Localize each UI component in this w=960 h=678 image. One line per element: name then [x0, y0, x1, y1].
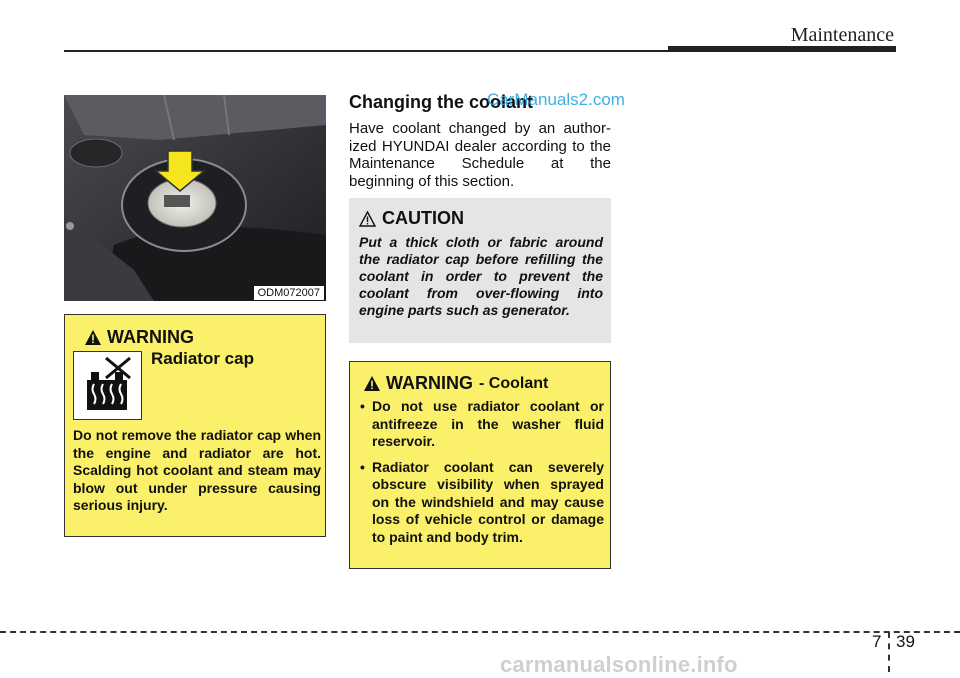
- radiator-hot-icon: [74, 352, 141, 419]
- page-number: 39: [896, 632, 915, 651]
- warning-label: WARNING: [386, 373, 473, 393]
- footer-watermark: carmanualsonline.info: [500, 652, 738, 677]
- list-item: • Do not use radiator coolant or antifreeze in the washer fluid reservoir.: [360, 398, 604, 451]
- warning-coolant-list: [360, 398, 604, 554]
- warning-radiator-subtitle: Radiator cap: [151, 349, 254, 368]
- watermark-top: CarManuals2.com: [487, 90, 625, 109]
- warning-coolant-box: [349, 361, 611, 569]
- header-rule-accent: [668, 46, 896, 52]
- warning-radiator-cap-box: [64, 314, 326, 537]
- header-title: Maintenance: [790, 24, 894, 46]
- section-heading: Changing the coolant: [349, 92, 533, 112]
- page-separator: [888, 632, 890, 672]
- page-chapter: 7: [872, 632, 882, 651]
- caution-text: Put a thick cloth or fabric around the radiator cap before refilling the coolant in order to prevent the coolant from over-flowing into engine parts such as generator.: [359, 234, 603, 318]
- radiator-cap-photo: [64, 95, 326, 301]
- engine-bay-illustration: [64, 95, 326, 301]
- warning-radiator-title: [85, 327, 194, 348]
- warning-radiator-text: Do not remove the radiator cap when the engine and radiator are hot. Scalding hot coolant and steam may blow out under pressure causing serious injury.: [73, 427, 321, 513]
- warning-label: WARNING: [107, 327, 194, 347]
- footer-dashed-rule: [0, 631, 960, 633]
- radiator-hot-icon-box: [73, 351, 142, 420]
- caution-triangle-icon: [359, 211, 376, 227]
- warning-triangle-icon: [85, 330, 101, 345]
- caution-title: [359, 208, 464, 229]
- warning-triangle-icon: [364, 376, 380, 391]
- list-item: • Radiator coolant can severely obscure visibility when sprayed on the windshield and may cause loss of vehicle control or damage to paint and body trim.: [360, 459, 604, 547]
- section-body: Have coolant changed by an author-ized HYUNDAI dealer according to the Maintenance Schedule at the beginning of this section.: [349, 120, 611, 190]
- photo-code: ODM072007: [254, 286, 324, 300]
- warning-coolant-suffix: - Coolant: [479, 374, 549, 392]
- warning-coolant-title: [364, 373, 548, 394]
- caution-label: CAUTION: [382, 208, 464, 228]
- caution-box: [349, 198, 611, 343]
